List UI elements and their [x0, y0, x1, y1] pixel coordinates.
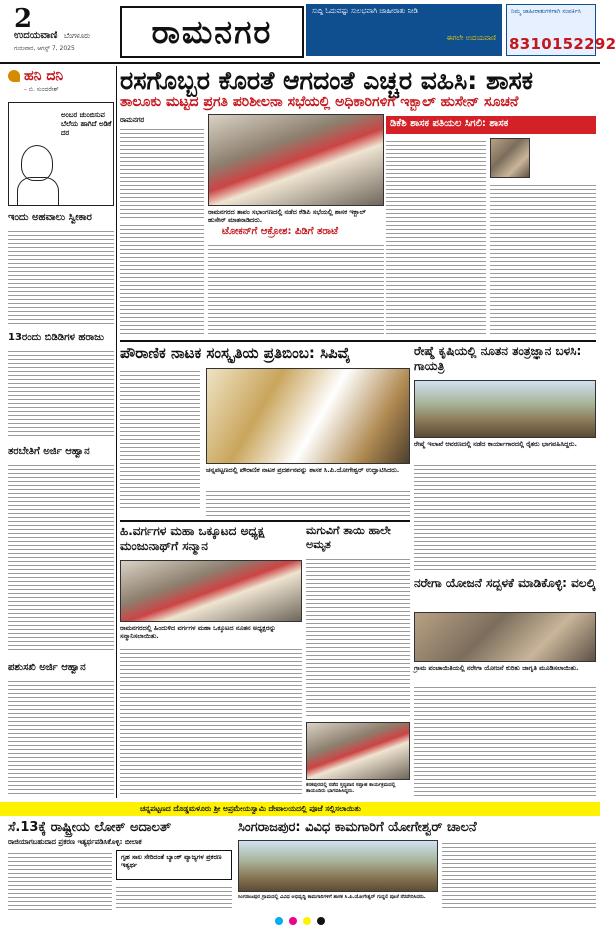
nrega-body — [414, 684, 596, 798]
honey-dani-byline: – ಬಿ. ಸುಂದರೇಶ್ — [24, 86, 59, 93]
honey-dani-header — [8, 68, 114, 93]
paper-title: ಉದಯವಾಣಿ — [14, 30, 58, 41]
advertisement-contact[interactable] — [506, 4, 616, 56]
inset-body — [208, 242, 384, 334]
brief-body — [8, 348, 114, 438]
registration-dot — [275, 917, 283, 925]
drama-body — [120, 368, 200, 508]
brief-body — [8, 228, 114, 324]
registration-dot — [289, 917, 297, 925]
page-number: 2 — [14, 4, 33, 34]
adalat-box: ಗೃಹ ಸಾಲ ಸೇರಿದಂತೆ ಬ್ಯಾಂಕ್ ವ್ಯಾಜ್ಯಗಳ ಪ್ರಕರಣ ಇತ್ಯರ್ಥ — [116, 850, 232, 880]
column-divider — [116, 66, 117, 798]
nrega-headline[interactable]: ನರೇಗಾ ಯೋಜನೆ ಸದ್ಬಳಕೆ ಮಾಡಿಕೊಳ್ಳಿ: ವಲಲ್ಕಿ — [414, 576, 596, 590]
nrega-photo — [414, 612, 596, 662]
honor-body — [120, 646, 302, 796]
main-dateline: ರಾಮನಗರ — [120, 116, 145, 124]
singarajapura-body — [442, 840, 596, 910]
main-headline[interactable]: ರಸಗೊಬ್ಬರ ಕೊರತೆ ಆಗದಂತೆ ಎಚ್ಚರ ವಹಿಸಿ: ಶಾಸಕ — [120, 66, 534, 95]
printer-registration-marks — [0, 914, 600, 928]
paper-name — [14, 30, 90, 41]
adalat-body — [8, 850, 112, 910]
milk-photo — [306, 722, 410, 780]
silk-photo-caption: ರೇಷ್ಮೆ ಇಲಾಖೆ ಆವರಣದಲ್ಲಿ ನಡೆದ ಕಾರ್ಯಾಗಾರದಲ್ಲಿ ರೈತರು ಭಾಗವಹಿಸಿದ್ದರು. — [414, 440, 577, 448]
brief-headline: ಪಶುಸಖಿ ಅರ್ಜಿ ಆಹ್ವಾನ — [8, 662, 86, 673]
honor-photo — [120, 560, 302, 622]
honey-dani-title: ಹನಿ ದನಿ — [24, 68, 64, 84]
ad-line-2: ಈಗಲೇ ಉದಯವಾಣಿ — [446, 34, 496, 42]
side-story-headline: ಡಿಕೆಶಿ ಶಾಸಕ ಪತಿಯಲ ಸಿಗಲಿ: ಶಾಸಕ — [386, 116, 596, 134]
main-photo-caption: ರಾಮನಗರದ ತಾಪಂ ಸಭಾಂಗಣದಲ್ಲಿ ನಡೆದ ಕೆಡಿಪಿ ಸಭೆಯಲ್ಲಿ ಶಾಸಕ ಇಕ್ಬಾಲ್ ಹುಸೇನ್ ಮಾತನಾಡಿದರು. — [208, 208, 366, 224]
silk-headline[interactable]: ರೇಷ್ಮೆ ಕೃಷಿಯಲ್ಲಿ ನೂತನ ತಂತ್ರಜ್ಞಾನ ಬಳಸಿ: ಗಾಯತ್ರಿ — [414, 344, 582, 373]
advertisement-udayavani[interactable] — [306, 4, 502, 56]
cartoon-body-drawing — [17, 177, 59, 206]
brief-body — [8, 678, 114, 796]
side-story-body — [386, 138, 486, 334]
bottom-banner: ಚನ್ನಪಟ್ಟಣದ ದೊಡ್ಡಮಳೂರು ಶ್ರೀ ಅಪ್ರಮೇಯಸ್ವಾಮಿ ದೇವಾಲಯದಲ್ಲಿ ಪೂಜೆ ಸಲ್ಲಿಸಲಾಯಿತು — [0, 802, 600, 816]
main-body-col-1 — [120, 126, 204, 218]
adalat-subhead: ರಾಜಿಯಾಗಬಹುದಾದ ಪ್ರಕರಣ ಇತ್ಯರ್ಥಪಡಿಸಿಕೊಳ್ಳಿ: ಬೀಲಾಕ — [8, 838, 142, 846]
brief-headline: ತರಬೇತಿಗೆ ಅರ್ಜಿ ಆಹ್ವಾನ — [8, 446, 90, 457]
adalat-headline[interactable]: ಸೆ.13ಕ್ಕೆ ರಾಷ್ಟ್ರೀಯ ಲೋಕ್ ಅದಾಲತ್ — [8, 820, 172, 835]
cartoon-face-drawing — [21, 145, 53, 181]
left-column — [8, 68, 114, 798]
brief-body — [8, 462, 114, 652]
adalat-body-2 — [116, 884, 232, 910]
section-rule — [120, 520, 410, 522]
side-story-body-2 — [490, 182, 596, 334]
silk-photo — [414, 380, 596, 438]
section-rule — [120, 340, 596, 342]
singarajapura-photo — [238, 840, 438, 892]
drama-photo-caption: ಚನ್ನಪಟ್ಟಣದಲ್ಲಿ ಪೌರಾಣಿಕ ನಾಟಕ ಪ್ರದರ್ಶನವನ್ನು ಶಾಸಕ ಸಿ.ಪಿ.ಯೋಗೇಶ್ವರ್ ಉದ್ಘಾಟಿಸಿದರು. — [206, 466, 400, 474]
singarajapura-photo-caption: ಸಿಂಗರಾಜಪುರ ಗ್ರಾಮದಲ್ಲಿ ವಿವಿಧ ಅಭಿವೃದ್ಧಿ ಕಾಮಗಾರಿಗಳಿಗೆ ಶಾಸಕ ಸಿ.ಪಿ.ಯೋಗೇಶ್ವರ್ ಗುದ್ದಲಿ ಪೂಜೆ ನೆರವೇರಿಸಿದರು. — [238, 894, 426, 900]
main-body-col-2 — [120, 222, 204, 334]
brief-headline: ಇಂದು ಅಹವಾಲು ಸ್ವೀಕಾರ — [8, 212, 92, 223]
registration-dot — [303, 917, 311, 925]
honor-photo-caption: ರಾಮನಗರದಲ್ಲಿ ಹಿಂದುಳಿದ ವರ್ಗಗಳ ಮಹಾ ಒಕ್ಕೂಟದ ನೂತನ ಅಧ್ಯಕ್ಷರನ್ನು ಸನ್ಮಾನಿಸಲಾಯಿತು. — [120, 624, 276, 640]
honor-headline[interactable]: ಹಿ.ವರ್ಗಗಳ ಮಹಾ ಒಕ್ಕೂಟದ ಅಧ್ಯಕ್ಷ ಮಂಜುನಾಥ್‌ಗೆ ಸನ್ಮಾನ — [120, 524, 265, 553]
main-subhead: ತಾಲೂಕು ಮಟ್ಟದ ಪ್ರಗತಿ ಪರಿಶೀಲನಾ ಸಭೆಯಲ್ಲಿ ಅಧಿಕಾರಿಗಳಿಗೆ ಇಕ್ಬಾಲ್ ಹುಸೇನ್ ಸೂಚನೆ — [120, 94, 519, 110]
milk-headline[interactable]: ಮಗುವಿಗೆ ತಾಯಿ ಹಾಲೇ ಅಮೃತ — [306, 524, 391, 551]
masthead — [0, 0, 616, 64]
cartoon — [8, 102, 114, 206]
cartoon-caption: ಅಂಬರ ಚುಂಬಿಸುವ ಬೆಲೆಯ ಹಾಗಿದೆ ಅಡಿಕೆ ದರ — [61, 111, 112, 137]
paper-edition: ಬೆಂಗಳೂರು — [63, 32, 91, 40]
drama-body-2 — [206, 488, 410, 516]
dateline: ಗುರುವಾರ, ಆಗಸ್ಟ್ 7, 2025 — [14, 45, 75, 52]
section-title: ರಾಮನಗರ — [120, 6, 304, 58]
ad-contact-line: ನಿಮ್ಮ ಜಾಹೀರಾತುಗಳಿಗಾಗಿ ಸಂಪರ್ಕಿಸಿ — [511, 8, 582, 15]
milk-body — [306, 556, 410, 718]
singarajapura-headline[interactable]: ಸಿಂಗರಾಜಪುರ: ವಿವಿಧ ಕಾಮಗಾರಿಗೆ ಯೋಗೇಶ್ವರ್ ಚಾಲನೆ — [238, 820, 477, 835]
milk-photo-caption: ಕನಕಪುರದಲ್ಲಿ ನಡೆದ ಸ್ತನ್ಯಪಾನ ಸಪ್ತಾಹ ಕಾರ್ಯಕ್ರಮದಲ್ಲಿ ತಾಯಂದಿರು ಭಾಗವಹಿಸಿದ್ದರು. — [306, 782, 396, 794]
side-story-portrait — [490, 138, 530, 178]
ad-line-1: ಸುದ್ದಿ ಓದುವಷ್ಟು ಸುಲಭವಾಗಿ ಜಾಹೀರಾತು ನೀಡಿ — [312, 7, 418, 15]
honey-drop-icon — [8, 70, 20, 82]
main-photo — [208, 114, 384, 206]
drama-headline[interactable]: ಪೌರಾಣಿಕ ನಾಟಕ ಸಂಸ್ಕೃತಿಯ ಪ್ರತಿಬಿಂಬ: ಸಿಪಿವೈ — [120, 344, 351, 362]
drama-photo — [206, 368, 410, 464]
brief-headline: 13ರಂದು ಬಿಡಿಡಿಗಳ ಹರಾಜು — [8, 332, 105, 343]
nrega-photo-caption: ಗ್ರಾಮ ಪಂಚಾಯಿತಿಯಲ್ಲಿ ನರೇಗಾ ಯೋಜನೆ ಕುರಿತು ಜಾಗೃತಿ ಮೂಡಿಸಲಾಯಿತು. — [414, 664, 579, 672]
inset-headline: ಟೋಕನ್‌ಗೆ ಆಕ್ರೋಶ: ಪಿಡಿಗೆ ತರಾಟೆ — [222, 226, 339, 237]
ad-phone-number: 8310152292 — [509, 35, 616, 53]
silk-body — [414, 462, 596, 570]
registration-dot — [317, 917, 325, 925]
